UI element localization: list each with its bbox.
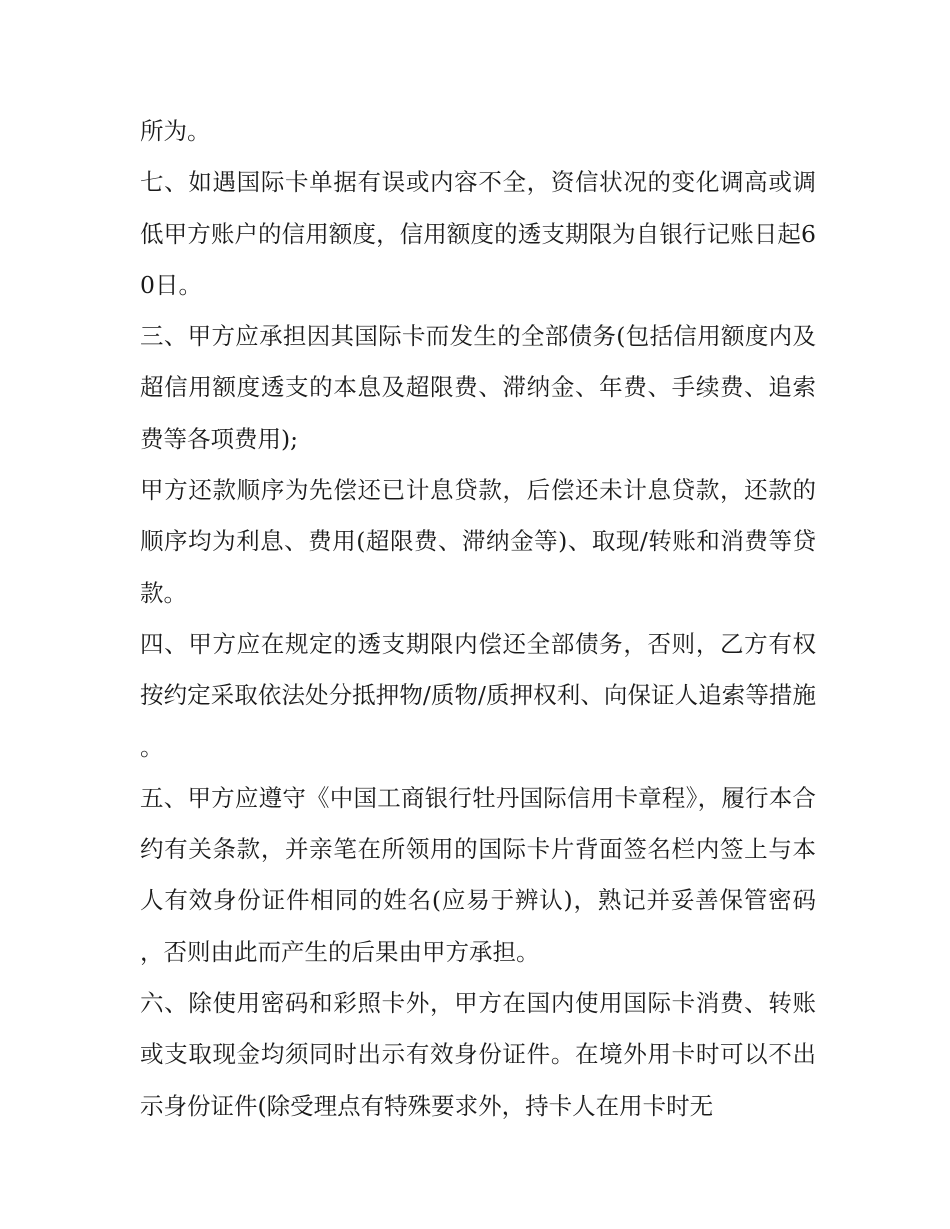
paragraph-continuation: 所为。 xyxy=(140,117,211,145)
paragraph-clause-3: 三、甲方应承担因其国际卡而发生的全部债务(包括信用额度内及超信用额度透支的本息及超限费、滞纳金、年费、手续费、追索费等各项费用); xyxy=(140,322,816,453)
paragraph-clause-7: 七、如遇国际卡单据有误或内容不全，资信状况的变化调高或调低甲方账户的信用额度，信用额度的透支期限为自银行记账日起60日。 xyxy=(140,168,816,299)
paragraph-clause-5: 五、甲方应遵守《中国工商银行牡丹国际信用卡章程》，履行本合约有关条款，并亲笔在所领用的国际卡片背面签名栏内签上与本人有效身份证件相同的姓名(应易于辨认)，熟记并妥善保管密码，否则由此而产生的后果由甲方承担。 xyxy=(140,783,816,966)
paragraph-clause-4: 四、甲方应在规定的透支期限内偿还全部债务，否则，乙方有权按约定采取依法处分抵押物/质物/质押权利、向保证人追索等措施。 xyxy=(140,629,816,761)
paragraph-repayment-order: 甲方还款顺序为先偿还已计息贷款，后偿还未计息贷款，还款的顺序均为利息、费用(超限费、滞纳金等)、取现/转账和消费等贷款。 xyxy=(140,476,816,607)
document-body xyxy=(140,106,816,1132)
paragraph-clause-6: 六、除使用密码和彩照卡外，甲方在国内使用国际卡消费、转账或支取现金均须同时出示有效身份证件。在境外用卡时可以不出示身份证件(除受理点有特殊要求外，持卡人在用卡时无 xyxy=(140,989,816,1120)
